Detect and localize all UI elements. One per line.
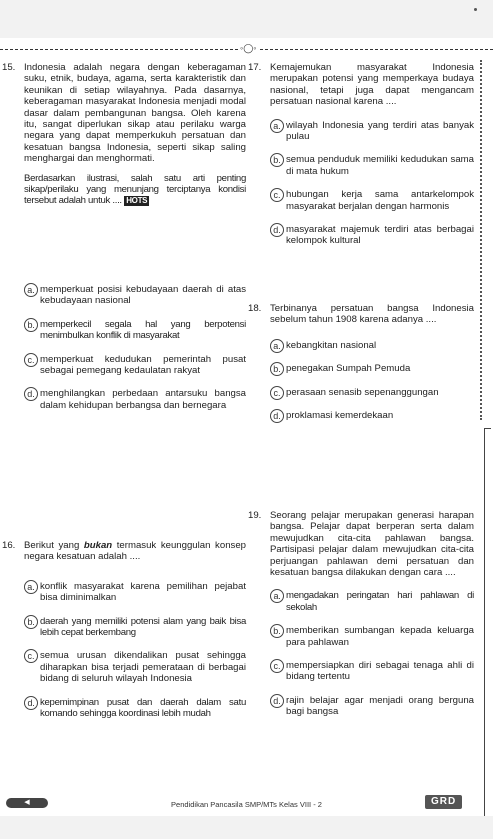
option-16c[interactable]: c. semua urusan dikendalikan pusat sehingga diharapkan bisa terjadi pemerataan di berbagai bidang di seluruh wilayah Indonesia <box>24 650 246 684</box>
question-stem: Berikut yang bukan termasuk keunggulan konsep negara kesatuan adalah .... <box>24 540 246 563</box>
question-paragraph: Indonesia adalah negara dengan keberagaman suku, etnik, budaya, agama, serta karakteristik dan keunikan di setiap wilayahnya. Pada dasarnya, keberagaman masyarakat Indonesia menjadi modal dasar dalam pembangunan bangsa. Oleh karena itu, sangat diperlukan sikap atau perilaku warga negara yang dapat memperkukuh persatuan dan kesatuan bangsa Indonesia, seperti sikap saling menghargai dan menghormati. <box>24 62 246 165</box>
question-prompt: Berdasarkan ilustrasi, salah satu arti penting sikap/perilaku yang menunjang terciptanya kondisi tersebut adalah untuk .... HOTS <box>24 172 246 207</box>
question-number: 16. <box>2 540 16 551</box>
question-18 <box>248 303 474 433</box>
option-19c[interactable]: c. mempersiapkan diri sebagai tenaga ahli di bidang tertentu <box>270 660 474 683</box>
question-number: 18. <box>248 303 262 314</box>
page-footer <box>0 794 493 816</box>
question-19 <box>248 510 474 730</box>
page-edge-dots <box>480 60 482 420</box>
option-15d[interactable]: d. menghilangkan perbedaan antarsuku bangsa dalam kehidupan berbangsa dan bernegara <box>24 388 246 411</box>
left-column <box>2 62 246 207</box>
hots-badge: HOTS <box>126 196 148 206</box>
option-15a[interactable]: a. memperkuat posisi kebudayaan daerah di atas kebudayaan nasional <box>24 284 246 307</box>
question-stem: Terbinanya persatuan bangsa Indonesia sebelum tahun 1908 karena adanya .... <box>270 303 474 326</box>
option-17c[interactable]: c. hubungan kerja sama antarkelompok masyarakat berjalan dengan harmonis <box>270 189 474 212</box>
question-17 <box>248 62 474 259</box>
option-17a[interactable]: a. wilayah Indonesia yang terdiri atas banyak pulau <box>270 120 474 143</box>
option-17b[interactable]: b. semua penduduk memiliki kedudukan sama di mata hukum <box>270 154 474 177</box>
option-17d[interactable]: d. masyarakat majemuk terdiri atas berbagai kelompok kultural <box>270 224 474 247</box>
overflow-dot[interactable] <box>474 8 477 11</box>
publisher-logo: GRD <box>425 795 462 809</box>
option-18b[interactable]: b. penegakan Sumpah Pemuda <box>270 363 474 374</box>
question-number: 17. <box>248 62 262 73</box>
top-bar <box>0 0 493 38</box>
option-15b[interactable]: b. memperkecil segala hal yang berpotensi menimbulkan konflik di masyarakat <box>24 319 246 342</box>
footer-text: Pendidikan Pancasila SMP/MTs Kelas VIII - 2 <box>171 800 322 809</box>
option-19a[interactable]: a. mengadakan peringatan hari pahlawan di sekolah <box>270 590 474 613</box>
option-18c[interactable]: c. perasaan senasib sepenanggungan <box>270 387 474 398</box>
question-16 <box>2 540 246 731</box>
document-page <box>0 38 493 839</box>
divider-ornament-icon: ◦◯◦ <box>240 43 257 53</box>
option-16a[interactable]: a. konflik masyarakat karena pemilihan pejabat bisa diminimalkan <box>24 581 246 604</box>
question-stem: Kemajemukan masyarakat Indonesia merupakan potensi yang memperkaya budaya nasional, tetapi juga dapat mengancam persatuan nasional karena .... <box>270 62 474 108</box>
question-stem: Seorang pelajar merupakan generasi harapan bangsa. Pelajar dapat berperan serta dalam mewujudkan cita-cita pahlawan bangsa. Partisipasi pelajar dalam mewujudkan cita-cita perjuangan pahlawan demi persatuan dan kesatuan bangsa dilakukan dengan cara .... <box>270 510 474 579</box>
option-19b[interactable]: b. memberikan sumbangan kepada keluarga para pahlawan <box>270 625 474 648</box>
option-19d[interactable]: d. rajin belajar agar menjadi orang berguna bagi bangsa <box>270 695 474 718</box>
option-16d[interactable]: d. kepemimpinan pusat dan daerah dalam satu komando sehingga koordinasi lebih mudah <box>24 697 246 720</box>
option-15c[interactable]: c. memperkuat kedudukan pemerintah pusat sebagai pemegang kedaulatan rakyat <box>24 354 246 377</box>
option-16b[interactable]: b. daerah yang memiliki potensi alam yang baik bisa lebih cepat berkembang <box>24 616 246 639</box>
question-15 <box>2 62 246 207</box>
bottom-strip <box>0 816 493 839</box>
question-number: 15. <box>2 62 16 73</box>
page-frame <box>484 428 491 819</box>
q15-options <box>2 284 246 423</box>
option-18a[interactable]: a. kebangkitan nasional <box>270 340 474 351</box>
question-number: 19. <box>248 510 262 521</box>
back-arrow-icon[interactable]: ◀ <box>6 798 48 808</box>
option-18d[interactable]: d. proklamasi kemerdekaan <box>270 410 474 421</box>
